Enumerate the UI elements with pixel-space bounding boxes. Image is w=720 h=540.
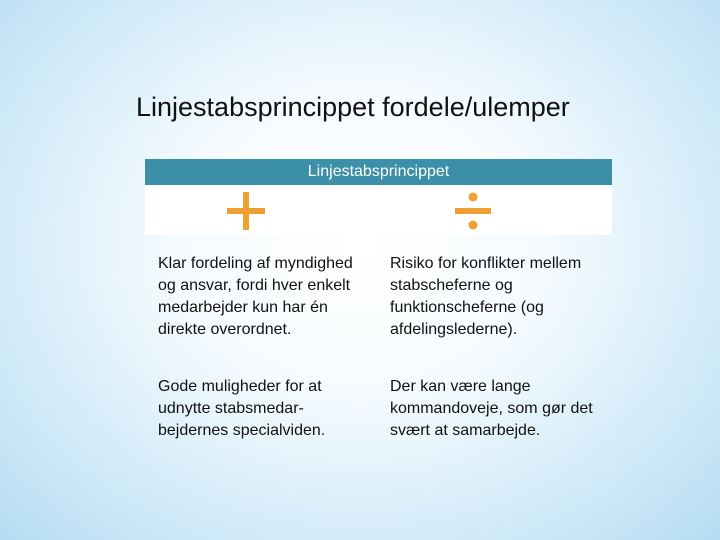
icon-row (145, 185, 612, 235)
divide-icon (453, 191, 493, 231)
disadvantage-cell-2: Der kan være lange kommandoveje, som gør det svært at samarbejde. (390, 378, 593, 439)
table-header: Linjestabsprincippet (145, 159, 612, 185)
slide-title: Linjestabsprincippet fordele/ulemper (136, 92, 570, 122)
advantage-cell-1: Klar fordeling af myndighed og ansvar, fordi hver enkelt medarbejder kun har én direkte overordnet. (158, 255, 353, 338)
advantage-cell-2: Gode muligheder for at udnytte stabsmedar-bejdernes specialviden. (158, 378, 326, 439)
disadvantage-cell-1: Risiko for konflikter mellem stabscheferne og funktionscheferne (og afdelingslederne). (390, 255, 582, 338)
plus-icon (225, 190, 267, 232)
